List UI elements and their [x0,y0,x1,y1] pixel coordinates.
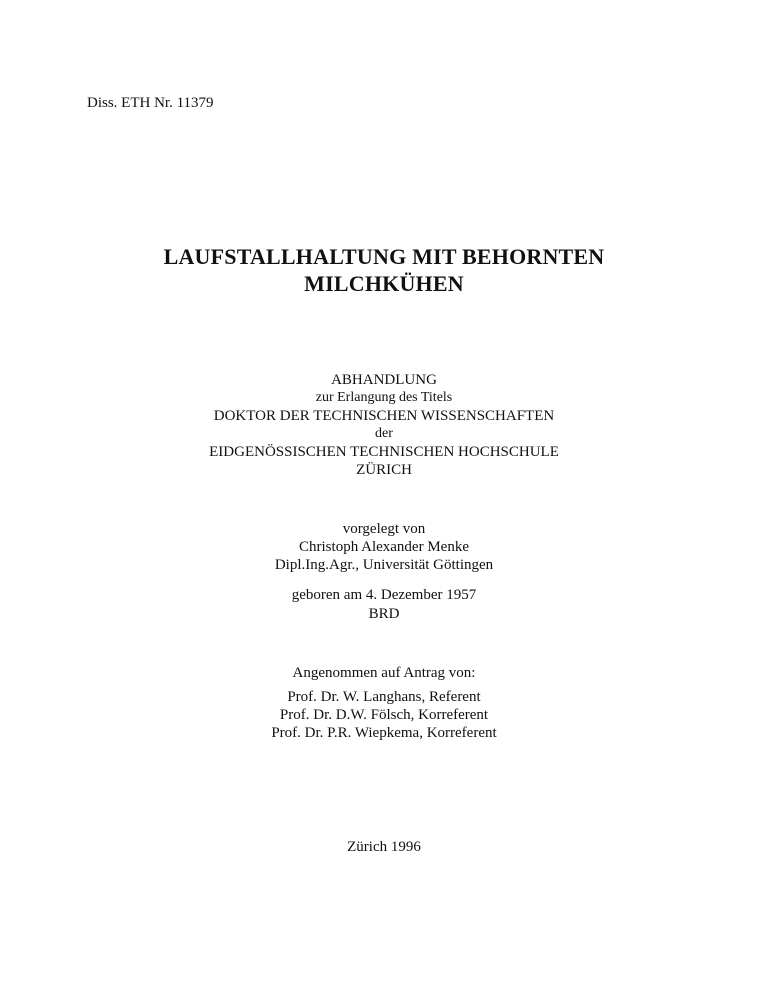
committee-block [0,664,768,742]
city-line: ZÜRICH [356,462,412,478]
place-year: Zürich 1996 [347,839,421,855]
author-qualification: Dipl.Ing.Agr., Universität Göttingen [274,557,494,573]
committee-member: Prof. Dr. W. Langhans, Referent [287,689,481,705]
abhandlung-heading: ABHANDLUNG [331,372,437,388]
committee-heading: Angenommen auf Antrag von: [292,665,476,681]
title-line-2: MILCHKÜHEN [304,271,464,296]
degree-line: DOKTOR DER TECHNISCHEN WISSENSCHAFTEN [213,408,555,424]
abhandlung-block [0,371,768,479]
presented-by-line: vorgelegt von [342,521,426,537]
author-name: Christoph Alexander Menke [299,539,469,555]
birth-date-line: geboren am 4. Dezember 1957 [291,587,477,603]
birth-country: BRD [368,606,400,622]
thesis-title [0,243,768,297]
institution-line: EIDGENÖSSISCHEN TECHNISCHEN HOCHSCHULE [209,444,559,460]
title-line-1: LAUFSTALLHALTUNG MIT BEHORNTEN [163,244,605,269]
purpose-line: zur Erlangung des Titels [315,390,453,405]
birth-block [0,586,768,624]
committee-member: Prof. Dr. D.W. Fölsch, Korreferent [279,707,489,723]
committee-member: Prof. Dr. P.R. Wiepkema, Korreferent [271,725,497,741]
der-line: der [375,426,393,441]
dissertation-number: Diss. ETH Nr. 11379 [87,95,214,111]
author-block [0,520,768,574]
